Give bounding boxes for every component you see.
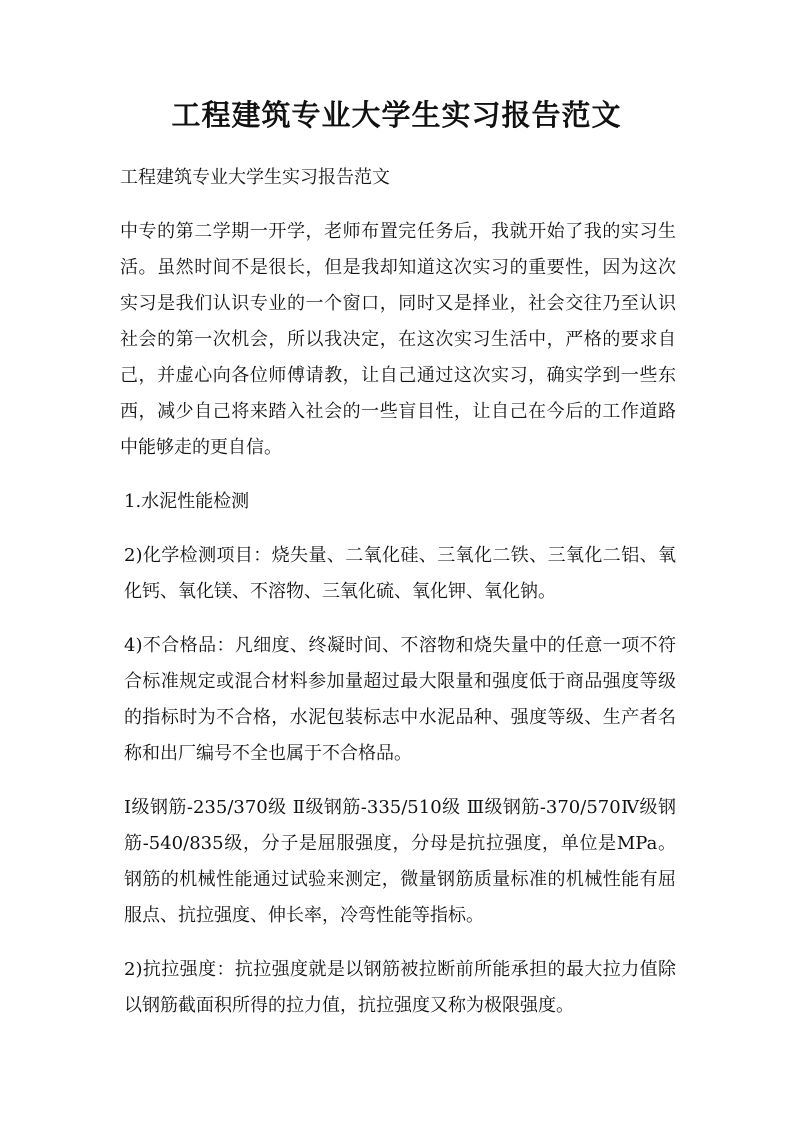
paragraph-intro: 中专的第二学期一开学，老师布置完任务后，我就开始了我的实习生活。虽然时间不是很长，但是我却知道这次实习的重要性，因为这次实习是我们认识专业的一个窗口，同时又是择业，社会交往乃至认识社会的第一次机会，所以我决定，在这次实习生活中，严格的要求自己，并虚心向各位师傅请教，让自己通过这次实习，确实学到一些东西，减少自己将来踏入社会的一些盲目性，让自己在今后的工作道路中能够走的更自信。 [120,221,676,458]
paragraph-steel-grades: Ⅰ级钢筋-235/370级 Ⅱ级钢筋-335/510级 Ⅲ级钢筋-370/570Ⅳ级钢筋-540/835级，分子是屈服强度，分母是抗拉强度，单位是MPa。钢筋的机械性能通过试验来测定，微量钢筋质量标准的机械性能有屈服点、抗拉强度、伸长率，冷弯性能等指标。 [124,797,676,926]
document-subtitle: 工程建筑专业大学生实习报告范文 [120,167,390,188]
document-body [120,160,676,1042]
page-title: 工程建筑专业大学生实习报告范文 [171,98,622,132]
paragraph-tensile-strength: 2)抗拉强度：抗拉强度就是以钢筋被拉断前所能承担的最大拉力值除以钢筋截面积所得的拉力值，抗拉强度又称为极限强度。 [124,959,676,1016]
section-heading-cement: 1.水泥性能检测 [124,491,250,512]
paragraph-chemical-tests: 2)化学检测项目：烧失量、二氧化硅、三氧化二铁、三氧化二铝、氧化钙、氧化镁、不溶物、三氧化硫、氧化钾、氧化钠。 [124,545,676,602]
paragraph-nonconforming: 4)不合格品：凡细度、终凝时间、不溶物和烧失量中的任意一项不符合标准规定或混合材料参加量超过最大限量和强度低于商品强度等级的指标时为不合格，水泥包装标志中水泥品种、强度等级、生产者名称和出厂编号不全也属于不合格品。 [124,635,676,764]
